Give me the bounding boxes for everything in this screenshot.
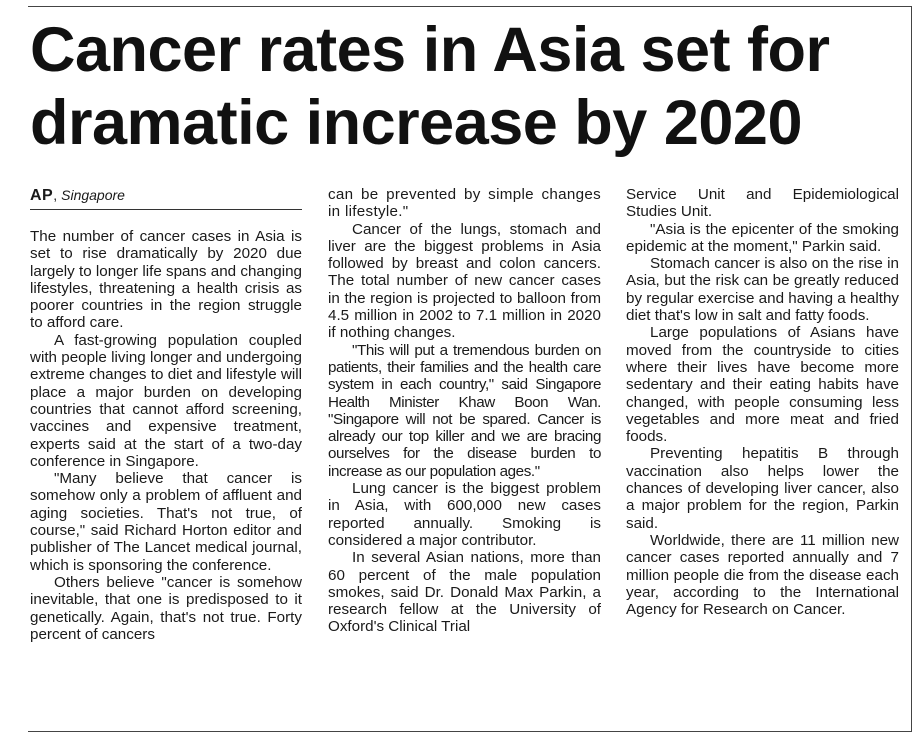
article-paragraph-8-part-2: Service Unit and Epidemiological Studies Unit. [626,186,899,221]
right-border-rule [911,6,912,731]
article-paragraph-4-part-1: Others believe "cancer is somehow inevitable, that one is predisposed to it genetically. Again, that's not true. Forty percent of cancers [30,573,302,643]
article-paragraph-12: Preventing hepatitis B through vaccination also helps lower the chances of developing liver cancer, also a major problem for the region, Parkin said. [626,445,899,532]
article-column-1 [30,186,302,643]
byline-separator: , [53,187,58,203]
byline [30,186,302,210]
article-paragraph-8-part-1: In several Asian nations, more than 60 percent of the male population smokes, said Dr. Donald Max Parkin, a research fellow at the University of Oxford's Clinical Trial [328,549,601,636]
byline-place: Singapore [61,187,125,203]
headline-line-1: Cancer rates in Asia set for [30,15,830,85]
headline-line-2: dramatic increase by 2020 [30,88,802,158]
article-paragraph-13: Worldwide, there are 11 million new cancer cases reported annually and 7 million people die from the disease each year, according to the International Agency for Research on Cancer. [626,531,899,619]
article-column-3 [626,186,899,618]
article-paragraph-11: Large populations of Asians have moved from the countryside to cities where their lives have become more sedentary and their eating habits have changed, with people consuming less vegetables and more meat and fried foods. [626,324,899,446]
article-paragraph-4-part-2: can be prevented by simple changes in lifestyle." [328,186,601,221]
byline-agency: AP [30,187,54,204]
article-paragraph-7: Lung cancer is the biggest problem in Asia, with 600,000 new cases reported annually. Smoking is considered a major contributor. [328,480,601,549]
article-paragraph-1: The number of cancer cases in Asia is set to rise dramatically by 2020 due largely to longer life spans and changing lifestyles, threatening a health crisis as poorer countries in the region struggle to afford care. [30,228,302,332]
bottom-border-rule [28,731,912,732]
article-paragraph-10: Stomach cancer is also on the rise in Asia, but the risk can be greatly reduced by regular exercise and having a healthy diet that's low in salt and fatty foods. [626,255,899,325]
article-column-2 [328,186,601,636]
article-paragraph-9: "Asia is the epicenter of the smoking epidemic at the moment," Parkin said. [626,220,899,255]
headline [30,14,900,160]
article-paragraph-2: A fast-growing population coupled with people living longer and undergoing extreme changes to diet and lifestyle will place a major burden on developing countries that cannot afford screening, vaccines and expensive treatment, experts said at the start of a two-day conference in Singapore. [30,331,302,470]
article-paragraph-6: "This will put a tremendous burden on patients, their families and the health care system in each country," said Singapore Health Minister Khaw Boon Wan. "Singapore will not be spared. Cancer is already our top killer and we are bracing ourselves for the disease burden to increase as our population ages." [328,341,601,480]
article-paragraph-3: "Many believe that cancer is somehow only a problem of affluent and aging societies. That's not true, of course," said Richard Horton editor and publisher of The Lancet medical journal, which is sponsoring the conference. [30,470,302,574]
top-border-rule [28,6,912,7]
article-paragraph-5: Cancer of the lungs, stomach and liver are the biggest problems in Asia followed by breast and colon cancers. The total number of new cancer cases in the region is projected to balloon from 4.5 million in 2002 to 7.1 million in 2020 if nothing changes. [328,220,601,342]
